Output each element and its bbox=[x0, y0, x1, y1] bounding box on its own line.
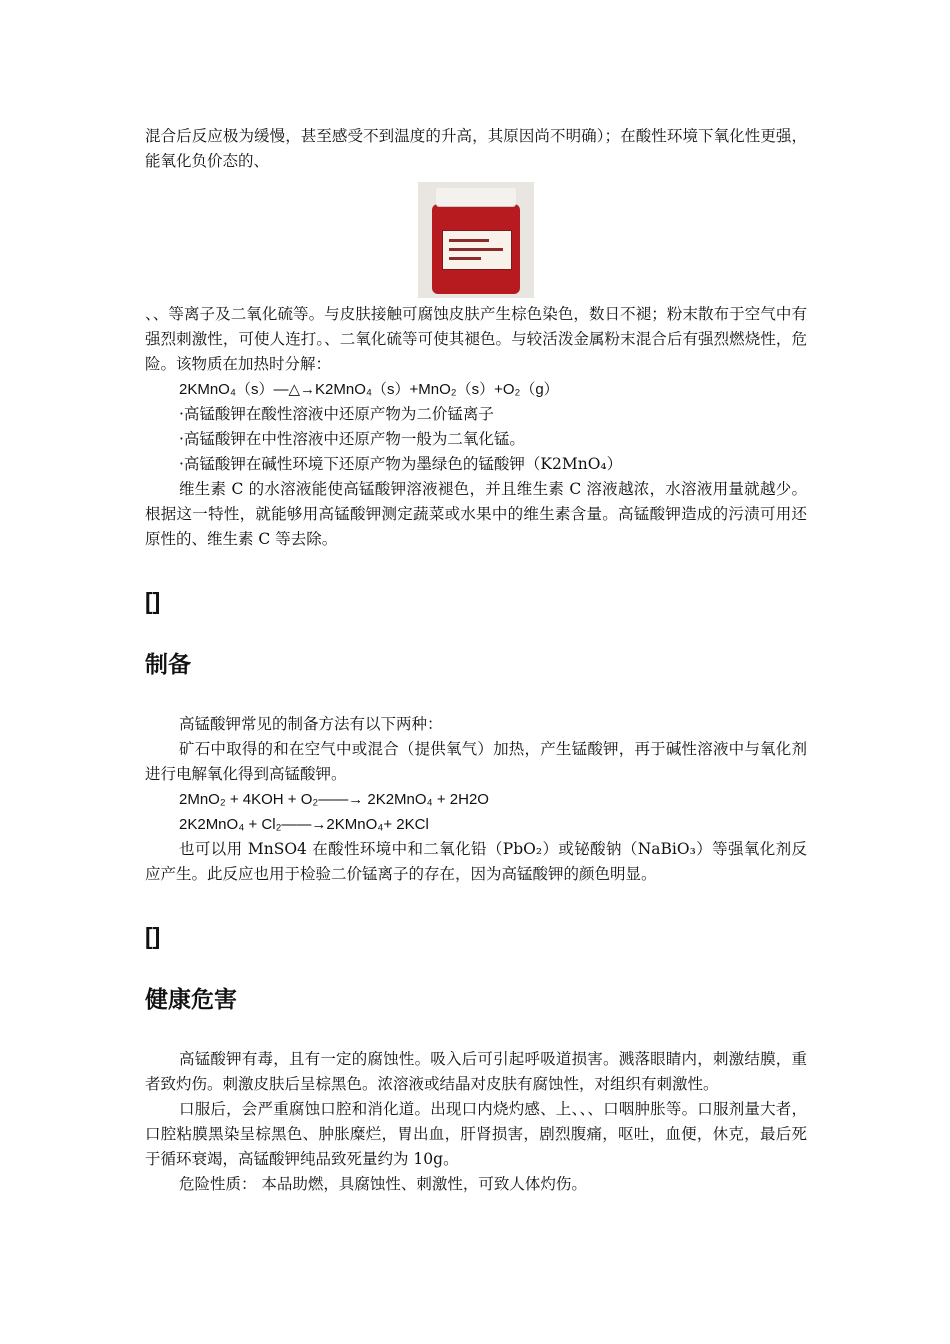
bullet-basic: ·高锰酸钾在碱性环境下还原产物为墨绿色的锰酸钾（K2MnO₄） bbox=[179, 455, 623, 473]
intro-paragraph-1: 混合后反应极为缓慢，甚至感受不到温度的升高，其原因尚不明确）；在酸性环境下氧化性更强，能氧化负价态的、 bbox=[145, 127, 807, 170]
prep-paragraph-2: 矿石中取得的和在空气中或混合（提供氧气）加热，产生锰酸钾，再于碱性溶液中与氧化剂进行电解氧化得到高锰酸钾。 bbox=[145, 740, 807, 783]
decomposition-formula: 2KMnO₄（s）—△→K2MnO₄（s）+MnO₂（s）+O₂（g） bbox=[179, 381, 559, 398]
health-paragraph-1: 高锰酸钾有毒，且有一定的腐蚀性。吸入后可引起呼吸道损害。溅落眼睛内，刺激结膜，重者致灼伤。刺激皮肤后呈棕黑色。浓溶液或结晶对皮肤有腐蚀性，对组织有刺激性。 bbox=[145, 1050, 807, 1093]
prep-formula-2: 2K2MnO₄ + Cl₂——→2KMnO₄+ 2KCl bbox=[179, 816, 429, 833]
bullet-neutral: ·高锰酸钾在中性溶液中还原产物一般为二氧化锰。 bbox=[179, 430, 525, 448]
health-paragraph-3: 危险性质： 本品助燃，具腐蚀性、刺激性，可致人体灼伤。 bbox=[179, 1175, 587, 1193]
intro-paragraph-2: 、、等离子及二氧化硫等。与皮肤接触可腐蚀皮肤产生棕色染色，数日不褪；粉末散布于空气中有强烈刺激性，可使人连打。、二氧化硫等可使其褪色。与较活泼金属粉末混合后有强烈燃烧性，危险。该物质在加热时分解： bbox=[145, 305, 807, 373]
section-heading-health: 健康危害 bbox=[145, 987, 237, 1013]
section-marker: [] bbox=[145, 588, 161, 614]
bullet-acidic: ·高锰酸钾在酸性溶液中还原产物为二价锰离子 bbox=[179, 405, 494, 423]
figure bbox=[145, 182, 807, 298]
prep-paragraph-1: 高锰酸钾常见的制备方法有以下两种： bbox=[179, 715, 443, 733]
section-marker: [] bbox=[145, 923, 161, 949]
prep-formula-1: 2MnO₂ + 4KOH + O₂——→ 2K2MnO₄ + 2H2O bbox=[179, 791, 489, 808]
prep-paragraph-3: 也可以用 MnSO4 在酸性环境中和二氧化铅（PbO₂）或铋酸钠（NaBiO₃）等强氧化剂反应产生。此反应也用于检验二价锰离子的存在，因为高锰酸钾的颜色明显。 bbox=[145, 840, 807, 883]
document-page bbox=[145, 124, 807, 1197]
section-heading-preparation: 制备 bbox=[145, 652, 191, 678]
reagent-bottle-image bbox=[418, 182, 534, 298]
health-paragraph-2: 口服后，会严重腐蚀口腔和消化道。出现口内烧灼感、上、、、口咽肿胀等。口服剂量大者，口腔粘膜黑染呈棕黑色、肿胀糜烂，胃出血，肝肾损害，剧烈腹痛，呕吐，血便，休克，最后死于循环衰竭，高锰酸钾纯品致死量约为 10g。 bbox=[145, 1100, 807, 1168]
vitamin-c-paragraph: 维生素 C 的水溶液能使高锰酸钾溶液褪色，并且维生素 C 溶液越浓，水溶液用量就越少。根据这一特性，就能够用高锰酸钾测定蔬菜或水果中的维生素含量。高锰酸钾造成的污渍可用还原性的、维生素 C 等去除。 bbox=[145, 480, 807, 548]
